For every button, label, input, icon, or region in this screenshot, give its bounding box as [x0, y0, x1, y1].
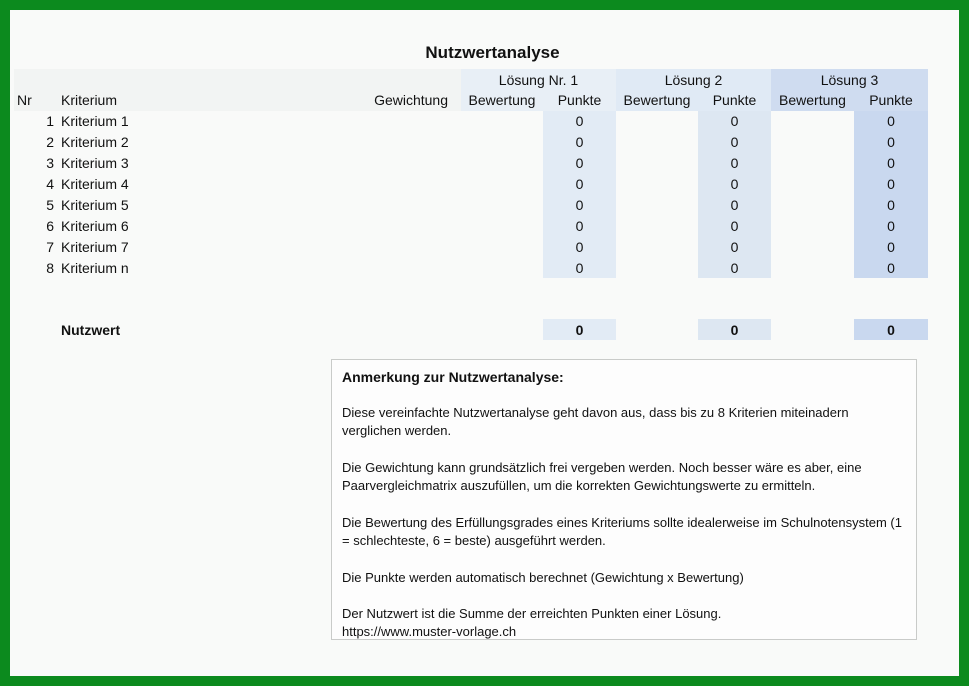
row-nr: 1 [46, 113, 54, 129]
solution-2-name: Lösung 2 [664, 72, 723, 88]
row-kriterium[interactable]: Kriterium 2 [61, 134, 129, 150]
row-solution-3-points[interactable]: 0 [887, 260, 895, 276]
note-paragraph-1: Diese vereinfachte Nutzwertanalyse geht davon aus, dass bis zu 8 Kriterien miteinadern verglichen werden. [342, 405, 849, 438]
row-solution-1-points[interactable]: 0 [575, 113, 584, 129]
solution-1-name: Lösung Nr. 1 [498, 72, 579, 88]
row-kriterium[interactable]: Kriterium 5 [61, 197, 129, 213]
solution-3-punkte-header: Punkte [869, 92, 913, 108]
solution-3-bewertung-header: Bewertung [779, 92, 846, 108]
row-solution-2-points[interactable]: 0 [730, 176, 739, 192]
row-solution-1-points[interactable]: 0 [575, 239, 584, 255]
row-solution-1-points[interactable]: 0 [575, 134, 584, 150]
row-solution-2-points[interactable]: 0 [730, 113, 739, 129]
row-solution-2-points[interactable]: 0 [730, 239, 739, 255]
solution-3-total-value[interactable]: 0 [887, 322, 895, 338]
solution-1-punkte-header: Punkte [557, 92, 602, 108]
row-solution-3-points[interactable]: 0 [887, 155, 895, 171]
row-solution-2-points[interactable]: 0 [730, 197, 739, 213]
column-header-nr: Nr [17, 92, 32, 108]
note-paragraph-5: Der Nutzwert ist die Summe der erreichten Punkten einer Lösung. [342, 606, 722, 621]
row-solution-1-points[interactable]: 0 [575, 260, 584, 276]
note-paragraph-3: Die Bewertung des Erfüllungsgrades eines Kriteriums sollte idealerweise im Schulnotensystem (1 = schlechteste, 6 = beste) ausgeführt werden. [342, 515, 902, 548]
row-solution-2-points[interactable]: 0 [730, 155, 739, 171]
solution-2-bewertung-header: Bewertung [623, 92, 691, 108]
row-solution-3-points[interactable]: 0 [887, 113, 895, 129]
note-title: Anmerkung zur Nutzwertanalyse: [342, 369, 564, 385]
row-nr: 6 [46, 218, 54, 234]
row-kriterium[interactable]: Kriterium 3 [61, 155, 129, 171]
note-paragraph-4: Die Punkte werden automatisch berechnet (Gewichtung x Bewertung) [342, 570, 744, 585]
row-solution-1-points[interactable]: 0 [575, 176, 584, 192]
row-solution-1-points[interactable]: 0 [575, 155, 584, 171]
note-paragraph-2: Die Gewichtung kann grundsätzlich frei vergeben werden. Noch besser wäre es aber, eine Paarvergleichmatrix auszufüllen, um die korrekten Gewichtungswerte zu ermitteln. [342, 460, 862, 493]
row-nr: 7 [46, 239, 54, 255]
row-kriterium[interactable]: Kriterium 1 [61, 113, 129, 129]
row-solution-1-points[interactable]: 0 [575, 218, 584, 234]
row-nr: 2 [46, 134, 54, 150]
row-solution-2-points[interactable]: 0 [730, 218, 739, 234]
row-kriterium[interactable]: Kriterium 7 [61, 239, 129, 255]
row-solution-3-points[interactable]: 0 [887, 197, 895, 213]
solution-1-bewertung-header: Bewertung [468, 92, 536, 108]
solution-2-total-value[interactable]: 0 [730, 322, 739, 338]
column-header-gewichtung: Gewichtung [374, 92, 448, 108]
row-nr: 3 [46, 155, 54, 171]
row-nr: 8 [46, 260, 54, 276]
page-title: Nutzwertanalyse [425, 43, 560, 62]
total-label: Nutzwert [61, 322, 121, 338]
note-box [331, 359, 917, 640]
column-header-kriterium: Kriterium [61, 92, 118, 108]
note-link[interactable]: https://www.muster-vorlage.ch [342, 624, 517, 639]
row-solution-2-points[interactable]: 0 [730, 134, 739, 150]
spreadsheet-sheet [10, 10, 959, 676]
row-kriterium[interactable]: Kriterium 4 [61, 176, 129, 192]
row-kriterium[interactable]: Kriterium n [61, 260, 129, 276]
solution-1-total-value[interactable]: 0 [575, 322, 584, 338]
row-nr: 4 [46, 176, 54, 192]
row-solution-2-points[interactable]: 0 [730, 260, 739, 276]
row-nr: 5 [46, 197, 54, 213]
row-solution-1-points[interactable]: 0 [575, 197, 584, 213]
row-solution-3-points[interactable]: 0 [887, 134, 895, 150]
solution-3-name: Lösung 3 [820, 72, 879, 88]
row-solution-3-points[interactable]: 0 [887, 239, 895, 255]
row-kriterium[interactable]: Kriterium 6 [61, 218, 129, 234]
row-solution-3-points[interactable]: 0 [887, 176, 895, 192]
row-solution-3-points[interactable]: 0 [887, 218, 895, 234]
solution-2-punkte-header: Punkte [712, 92, 757, 108]
